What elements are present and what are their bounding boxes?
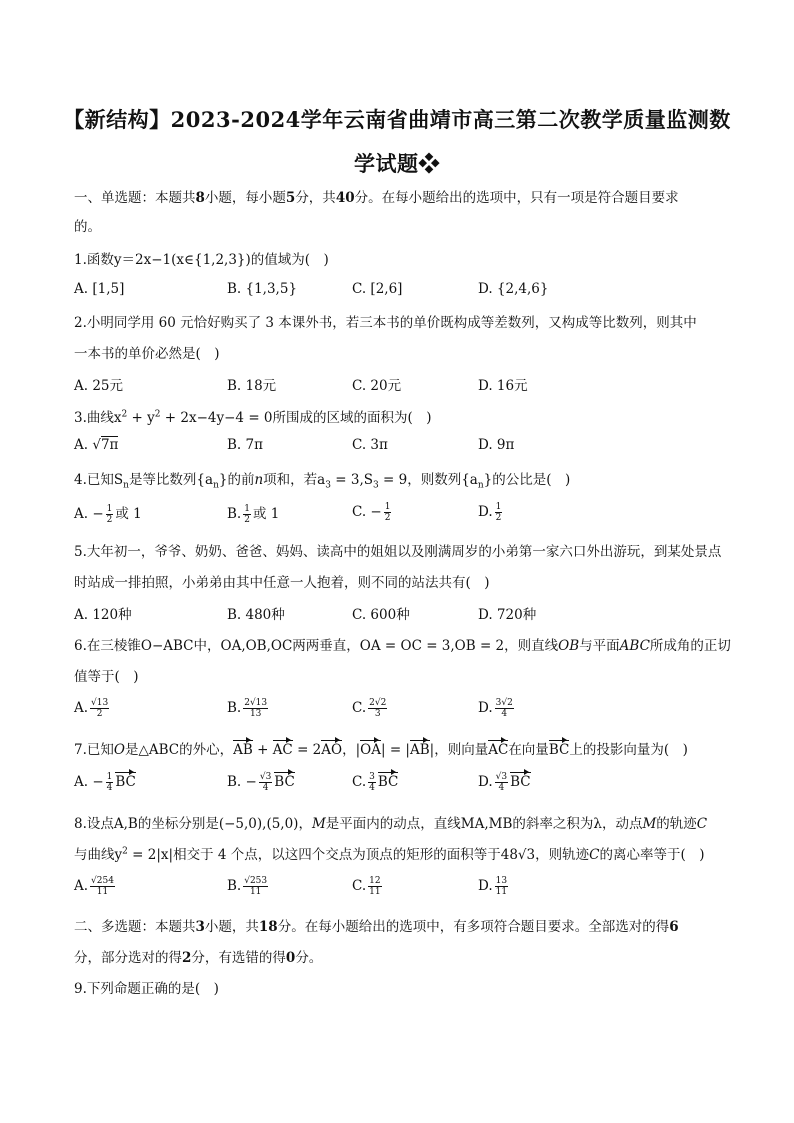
- section2-count: 3: [195, 919, 205, 935]
- fraction-num: 1: [106, 772, 113, 782]
- q7-text: +: [252, 742, 273, 758]
- q7-text: 上的投影向量为( ): [569, 742, 688, 758]
- q8-variable: M: [642, 816, 657, 832]
- q6-variable: ABC: [619, 638, 650, 654]
- q4-text: 项和，若a: [263, 472, 326, 488]
- fraction-den: 11: [495, 887, 508, 897]
- q8-option-a: [74, 876, 117, 897]
- fraction-num: 3√2: [495, 698, 513, 708]
- fraction-den: 4: [501, 709, 508, 719]
- fraction-num: √13: [91, 698, 109, 708]
- section2-text: 分，部分选对的得: [74, 950, 182, 966]
- q6-option-b-label: B.: [227, 700, 242, 716]
- q7-text: 在向量: [508, 742, 549, 758]
- q8-text: 8.设点A,B的坐标分别是(−5,0),(5,0)，: [74, 816, 312, 832]
- q5-option-a: A. 120种: [74, 607, 132, 623]
- fraction-den: 3: [374, 709, 381, 719]
- q7-option-b: [227, 772, 295, 793]
- vector-ac: AC: [272, 742, 293, 758]
- q4-text: = 9，则数列{a: [378, 472, 478, 488]
- q6-text: 所成角的正切: [649, 638, 731, 654]
- fraction-num: 12: [369, 876, 381, 886]
- q3-exponent: 2: [121, 409, 128, 420]
- q2-option-d: D. 16元: [478, 378, 528, 394]
- q4-subscript: 3: [325, 480, 331, 491]
- q4-option-a: [74, 502, 142, 525]
- q7-stem: [74, 738, 688, 758]
- q1-option-c: C. [2,6]: [352, 281, 403, 297]
- q8-option-a-label: A.: [74, 878, 89, 894]
- q5-stem-line2: 时站成一排拍照，小弟弟由其中任意一人抱着，则不同的站法共有( ): [74, 575, 490, 591]
- section1-count: 8: [195, 190, 205, 206]
- q7-option-d-label: D.: [478, 774, 493, 790]
- q6-text: 6.在三棱锥O−ABC中，OA,OB,OC两两垂直，OA = OC = 3,OB = 2，则直线: [74, 638, 559, 654]
- q4-text: }的公比是( ): [483, 472, 571, 488]
- page-title-line1: 【新结构】2023-2024学年云南省曲靖市高三第二次教学质量监测数: [63, 107, 731, 132]
- q4-subscript: n: [477, 480, 484, 491]
- fraction: [368, 876, 381, 897]
- section1-header-line2: 的。: [74, 219, 101, 235]
- q4-text: }的前: [218, 472, 255, 488]
- q6-option-d: [478, 698, 516, 719]
- q8-stem-line2: [74, 843, 705, 863]
- vector-bc: BC: [510, 774, 531, 790]
- q7-text: 是△ABC的外心，: [124, 742, 234, 758]
- q8-option-c: [352, 876, 384, 897]
- fraction-num: 3: [369, 772, 375, 782]
- q8-option-d: [478, 876, 510, 897]
- vector-ab: AB: [409, 742, 430, 758]
- fraction-num: 1: [495, 502, 502, 512]
- q3-stem: [74, 406, 432, 426]
- fraction: [368, 698, 387, 719]
- fraction-den: 13: [249, 709, 262, 719]
- q8-exponent: 2: [122, 846, 128, 857]
- fraction-den: 2: [495, 513, 502, 523]
- q4-subscript: n: [123, 480, 129, 491]
- section2-text: 二、多选题：本题共: [74, 919, 196, 935]
- fraction-den: 11: [96, 887, 109, 897]
- fraction-num: √3: [259, 772, 272, 782]
- vector-oa: OA: [360, 742, 381, 758]
- q8-text: 与曲线y: [74, 847, 123, 863]
- section1-text: 分，共: [295, 190, 336, 206]
- q4-subscript: n: [213, 480, 219, 491]
- q7-text: 7.已知: [74, 742, 114, 758]
- q8-variable: C: [589, 847, 600, 863]
- q3-option-b: B. 7π: [227, 437, 263, 453]
- fraction-num: √254: [91, 876, 114, 886]
- q7-text: |，则向量: [429, 742, 489, 758]
- q6-stem-line2: 值等于( ): [74, 669, 139, 685]
- q4-option-b-text: 或 1: [252, 506, 280, 522]
- fraction: [106, 504, 114, 525]
- vector-bc: BC: [115, 774, 136, 790]
- section2-points-wrong: 0: [285, 950, 296, 966]
- section1-text: 小题，每小题: [204, 190, 286, 206]
- fraction: [243, 504, 251, 525]
- q6-option-c-label: C.: [352, 700, 367, 716]
- fraction-den: 4: [262, 783, 269, 793]
- fraction-num: 1: [244, 504, 250, 514]
- fraction: [243, 876, 268, 897]
- q8-option-d-label: D.: [478, 878, 493, 894]
- q3-option-a-root: A. √: [74, 437, 101, 453]
- section2-text: 小题，共: [204, 919, 259, 935]
- section2-text: 分，有选错的得: [191, 950, 286, 966]
- fraction-den: 11: [369, 887, 381, 897]
- q7-option-a-label: A. −: [74, 774, 104, 790]
- q6-stem-line1: [74, 634, 731, 654]
- fraction: [259, 772, 272, 793]
- fraction: [106, 772, 114, 793]
- section2-text: 分。: [295, 950, 323, 966]
- q5-option-c: C. 600种: [352, 607, 410, 623]
- q8-text: 的离心率等于( ): [599, 847, 705, 863]
- q1-option-d: D. {2,4,6}: [478, 281, 549, 297]
- q3-text: 3.曲线x: [74, 410, 122, 426]
- fraction-den: 4: [369, 783, 375, 793]
- q3-option-a: [74, 437, 118, 453]
- section2-text: 分。在每小题给出的选项中，有多项符合题目要求。全部选对的得: [277, 919, 670, 935]
- q1-option-b: B. {1,3,5}: [227, 281, 298, 297]
- q6-variable: OB: [558, 638, 580, 654]
- q4-option-b-label: B.: [227, 506, 242, 522]
- q2-stem-line2: 一本书的单价必然是( ): [74, 346, 220, 362]
- q3-exponent: 2: [154, 409, 161, 420]
- q7-option-b-label: B. −: [227, 774, 257, 790]
- q6-option-c: [352, 698, 389, 719]
- q6-option-a: [74, 698, 111, 719]
- q2-option-b: B. 18元: [227, 378, 277, 394]
- section2-header: [74, 915, 679, 935]
- fraction-den: 2: [244, 515, 250, 525]
- q6-option-d-label: D.: [478, 700, 493, 716]
- q4-text: = 3,S: [330, 472, 373, 488]
- vector-bc: BC: [377, 774, 399, 790]
- section1-header: [74, 186, 679, 206]
- q4-text: 4.已知S: [74, 472, 124, 488]
- q8-option-c-label: C.: [352, 878, 367, 894]
- q2-stem-line1: 2.小明同学用 60 元恰好购买了 3 本课外书，若三本书的单价既构成等差数列，又构成等比数列，则其中: [74, 315, 697, 331]
- q4-option-b: [227, 502, 279, 525]
- q4-option-a-text: 或 1: [115, 506, 142, 522]
- section1-text: 一、单选题：本题共: [74, 190, 196, 206]
- fraction: [368, 772, 376, 793]
- q5-stem-line1: 5.大年初一，爷爷、奶奶、爸爸、妈妈、读高中的姐姐以及刚满周岁的小弟第一家六口外出游玩，到某处景点: [74, 544, 722, 560]
- fraction-num: 1: [106, 504, 113, 514]
- fraction-num: 1: [384, 502, 391, 512]
- q7-variable: O: [113, 742, 125, 758]
- q4-option-c-label: C. −: [352, 504, 382, 520]
- fraction-num: 2√13: [244, 698, 268, 708]
- vector-bc: BC: [274, 774, 295, 790]
- q1-stem: 1.函数y＝2x−1(x∈{1,2,3})的值域为( ): [74, 252, 329, 268]
- fraction: [495, 698, 514, 719]
- fraction-den: 2: [96, 709, 103, 719]
- q1-option-a: A. [1,5]: [74, 281, 125, 297]
- fraction-den: 11: [249, 887, 262, 897]
- fraction-den: 4: [498, 783, 505, 793]
- q8-text: 是平面内的动点，直线MA,MB的斜率之积为λ，动点: [325, 816, 643, 832]
- q2-option-a: A. 25元: [74, 378, 124, 394]
- vector-bc: BC: [548, 742, 570, 758]
- vector-ab: AB: [233, 742, 253, 758]
- q3-option-c: C. 3π: [352, 437, 388, 453]
- q7-option-c: [352, 772, 398, 793]
- fraction: [243, 698, 268, 719]
- q2-option-c: C. 20元: [352, 378, 402, 394]
- q7-text: ，|: [342, 742, 361, 758]
- q5-option-b: B. 480种: [227, 607, 285, 623]
- q5-option-d: D. 720种: [478, 607, 537, 623]
- q6-option-b: [227, 698, 270, 719]
- fraction: [495, 876, 508, 897]
- q8-variable: M: [311, 816, 326, 832]
- q4-subscript: 3: [373, 480, 379, 491]
- section2-points-partial: 2: [182, 950, 192, 966]
- fraction: [495, 772, 508, 793]
- q4-option-a-label: A. −: [74, 506, 104, 522]
- vector-ac: AC: [488, 742, 509, 758]
- q3-text: + y: [127, 410, 155, 426]
- section1-points-each: 5: [285, 190, 296, 206]
- section1-points-total: 40: [335, 190, 355, 206]
- q8-variable: C: [696, 816, 708, 832]
- q4-option-d-label: D.: [478, 504, 493, 520]
- q8-text: = 2|x|相交于 4 个点，以这四个交点为顶点的矩形的面积等于48√3，则轨迹: [127, 847, 590, 863]
- q3-text: + 2x−4y−4 = 0所围成的区域的面积为( ): [160, 410, 432, 426]
- page-title-line2: 学试题❖: [354, 151, 440, 176]
- fraction-den: 2: [384, 513, 391, 523]
- q8-option-b-label: B.: [227, 878, 242, 894]
- fraction: [384, 502, 392, 523]
- section1-text: 分。在每小题给出的选项中，只有一项是符合题目要求: [354, 190, 679, 206]
- q7-text: | = |: [380, 742, 410, 758]
- section2-header-line2: [74, 946, 322, 966]
- q7-option-c-label: C.: [352, 774, 367, 790]
- fraction-den: 2: [106, 515, 113, 525]
- vector-ao: AO: [321, 742, 343, 758]
- q7-option-a: [74, 772, 136, 793]
- q4-stem: [74, 468, 570, 491]
- q8-option-b: [227, 876, 270, 897]
- q4-variable: n: [254, 472, 264, 488]
- q4-text: 是等比数列{a: [128, 472, 214, 488]
- q7-text: = 2: [292, 742, 322, 758]
- fraction-num: 2√2: [369, 698, 387, 708]
- fraction: [495, 502, 503, 523]
- q3-option-d: D. 9π: [478, 437, 515, 453]
- q8-text: 的轨迹: [656, 816, 697, 832]
- fraction-den: 4: [106, 783, 113, 793]
- q3-option-a-radicand: 7π: [100, 437, 119, 453]
- section2-points-full: 6: [669, 919, 679, 935]
- section2-points-total: 18: [258, 919, 278, 935]
- q4-option-c: [352, 502, 393, 523]
- fraction-num: √253: [244, 876, 268, 886]
- fraction-num: 13: [495, 876, 508, 886]
- q6-text: 与平面: [579, 638, 620, 654]
- fraction-num: √3: [495, 772, 508, 782]
- fraction: [90, 698, 109, 719]
- fraction: [90, 876, 115, 897]
- q6-option-a-label: A.: [74, 700, 89, 716]
- q9-stem: 9.下列命题正确的是( ): [74, 981, 219, 997]
- q8-stem-line1: [74, 812, 707, 832]
- q4-option-d: [478, 502, 504, 523]
- q7-option-d: [478, 772, 531, 793]
